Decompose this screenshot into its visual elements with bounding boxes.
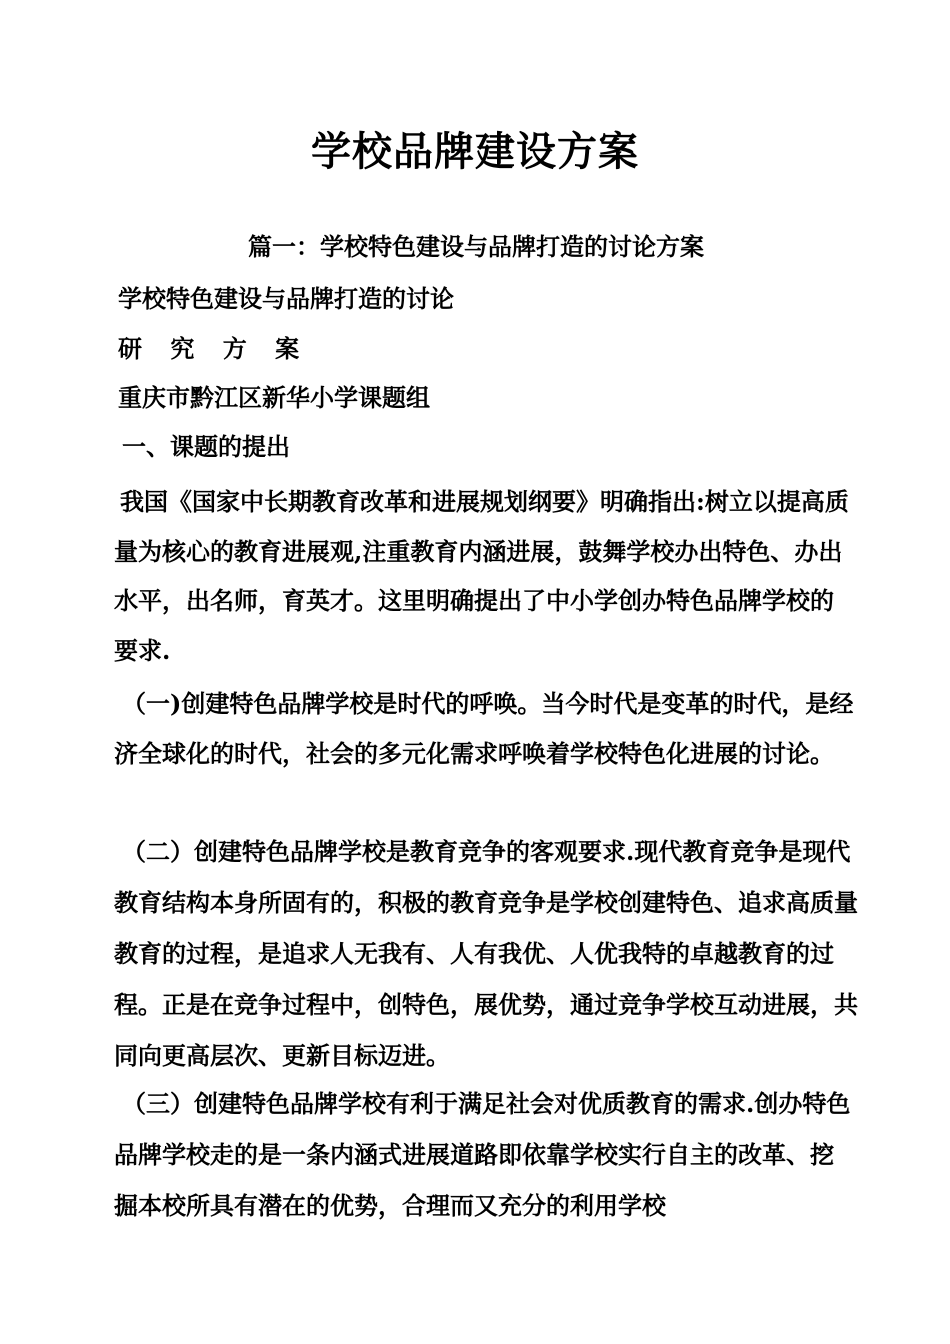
header-line-plan: 研 究 方 案 <box>118 334 310 363</box>
paragraph-point-2: （二）创建特色品牌学校是教育竞争的客观要求.现代教育竞争是现代教育结构本身所固有的，积极的教育竞争是学校创建特色、追求高质量教育的过程，是追求人无我有、人有我优、人优我特的卓越教育的过程。正是在竞争过程中，创特色，展优势，通过竞争学校互动进展，共同向更高层次、更新目标迈进。 <box>114 837 858 1070</box>
document-subtitle: 篇一：学校特色建设与品牌打造的讨论方案 <box>248 232 704 261</box>
header-line-group: 重庆市黔江区新华小学课题组 <box>118 383 430 412</box>
section-heading: 一、课题的提出 <box>122 432 290 461</box>
paragraph-point-3: （三）创建特色品牌学校有利于满足社会对优质教育的需求.创办特色品牌学校走的是一条内涵式进展道路即依靠学校实行自主的改革、挖掘本校所具有潜在的优势，合理而又充分的利用学校 <box>114 1089 851 1220</box>
paragraph-point-1: （一)创建特色品牌学校是时代的呼唤。当今时代是变革的时代，是经济全球化的时代，社会的多元化需求呼唤着学校特色化进展的讨论。 <box>114 689 854 768</box>
header-line-topic: 学校特色建设与品牌打造的讨论 <box>118 284 454 313</box>
document-title: 学校品牌建设方案 <box>311 128 639 175</box>
paragraph-intro: 我国《国家中长期教育改革和进展规划纲要》明确指出:树立以提高质量为核心的教育进展观,注重教育内涵进展，鼓舞学校办出特色、办出水平，出名师，育英才。这里明确提出了中小学创办特色品牌学校的要求. <box>114 487 849 665</box>
